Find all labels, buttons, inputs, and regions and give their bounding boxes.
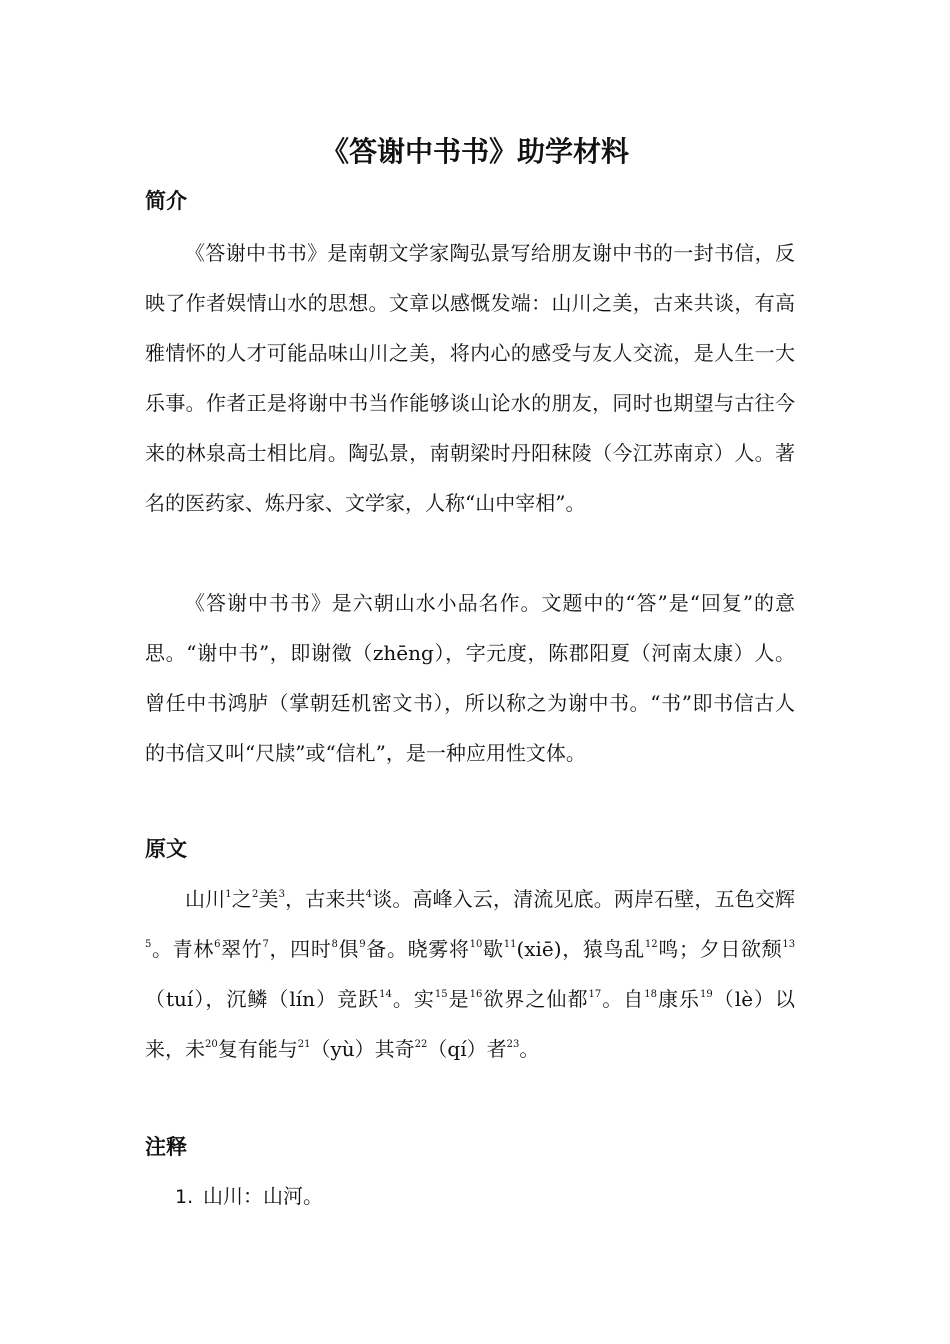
- intro-paragraph-2: 《答谢中书书》是六朝山水小品名作。文题中的“答”是“回复”的意思。“谢中书”，即谢徵（zhēng），字元度，陈郡阳夏（河南太康）人。曾任中书鸿胪（掌朝廷机密文书），所以称之为谢中书。“书”即书信古人的书信又叫“尺牍”或“信札”，是一种应用性文体。: [145, 591, 795, 765]
- original-text-segment: 山川: [185, 887, 226, 911]
- original-text-segment: 鸣；夕日欲颓: [657, 937, 783, 961]
- note-text: 山川：山河。: [203, 1184, 323, 1208]
- footnote-marker: 14: [379, 989, 392, 1000]
- section-heading-notes: 注释: [145, 1135, 187, 1159]
- footnote-marker: 10: [469, 939, 483, 950]
- original-text-paragraph: [145, 874, 795, 1074]
- footnote-marker: 22: [414, 1039, 428, 1050]
- original-text-segment: ，古来共: [284, 887, 366, 911]
- original-text-segment: ，四时: [268, 937, 332, 961]
- original-text-segment: 复有能与: [217, 1037, 298, 1061]
- footnote-marker: 11: [503, 939, 517, 950]
- footnote-marker: 15: [434, 989, 448, 1000]
- footnote-marker: 7: [262, 939, 269, 950]
- original-text-segment: 备。晓雾将: [365, 937, 470, 961]
- footnote-marker: 9: [359, 939, 366, 950]
- original-text-segment: 俱: [337, 937, 360, 961]
- section-heading-original: 原文: [145, 837, 187, 861]
- footnote-marker: 21: [297, 1039, 311, 1050]
- footnote-marker: 2: [251, 889, 259, 900]
- original-text-segment: （tuí），沉鳞（lín）竞跃: [145, 987, 380, 1011]
- footnote-marker: 20: [205, 1039, 218, 1050]
- footnote-marker: 19: [700, 989, 713, 1000]
- original-text-segment: 。青林: [151, 937, 215, 961]
- original-text-segment: 。: [519, 1037, 540, 1061]
- original-text-segment: 。实: [391, 987, 435, 1011]
- original-text-segment: 是: [447, 987, 470, 1011]
- footnote-marker: 8: [331, 939, 338, 950]
- original-text-segment: (xiē)，猿鸟乱: [516, 937, 645, 961]
- footnote-marker: 12: [644, 939, 658, 950]
- footnote-marker: 6: [214, 939, 221, 950]
- original-text-segment: 谈。高峰入云，清流见底。两岸石壁，五色交辉: [372, 887, 795, 911]
- footnote-marker: 4: [365, 889, 373, 900]
- footnote-marker: 3: [278, 889, 285, 900]
- section-heading-intro: 简介: [145, 189, 187, 213]
- original-text-segment: （qí）者: [427, 1037, 507, 1061]
- original-text-segment: （lè）以来，未: [145, 987, 796, 1061]
- intro-paragraph-1: 《答谢中书书》是南朝文学家陶弘景写给朋友谢中书的一封书信，反映了作者娱情山水的思想。文章以感慨发端：山川之美，古来共谈，有高雅情怀的人才可能品味山川之美，将内心的感受与友人交流，是人生一大乐事。作者正是将谢中书当作能够谈山论水的朋友，同时也期望与古往今来的林泉高士相比肩。陶弘景，南朝梁时丹阳秣陵（今江苏南京）人。著名的医药家、炼丹家、文学家，人称“山中宰相”。: [145, 241, 795, 515]
- original-text-segment: 。自: [601, 987, 645, 1011]
- notes-list: [145, 1178, 795, 1215]
- original-text-segment: （yù）其奇: [310, 1037, 415, 1061]
- original-text-segment: 之: [231, 887, 252, 911]
- footnote-marker: 1: [225, 889, 232, 900]
- original-text-segment: 欲界之仙都: [482, 987, 589, 1011]
- document-title: 《答谢中书书》助学材料: [320, 135, 629, 168]
- footnote-marker: 13: [782, 939, 796, 950]
- note-number: 1.: [175, 1186, 194, 1208]
- footnote-marker: 17: [588, 989, 602, 1000]
- footnote-marker: 23: [506, 1039, 520, 1050]
- original-text-segment: 美: [258, 887, 279, 911]
- footnote-marker: 5: [145, 939, 152, 950]
- footnote-marker: 18: [644, 989, 657, 1000]
- original-text-segment: 歇: [482, 937, 504, 961]
- original-text-segment: 翠竹: [220, 937, 263, 961]
- original-text-segment: 康乐: [657, 987, 701, 1011]
- note-item: [145, 1178, 795, 1215]
- footnote-marker: 16: [469, 989, 483, 1000]
